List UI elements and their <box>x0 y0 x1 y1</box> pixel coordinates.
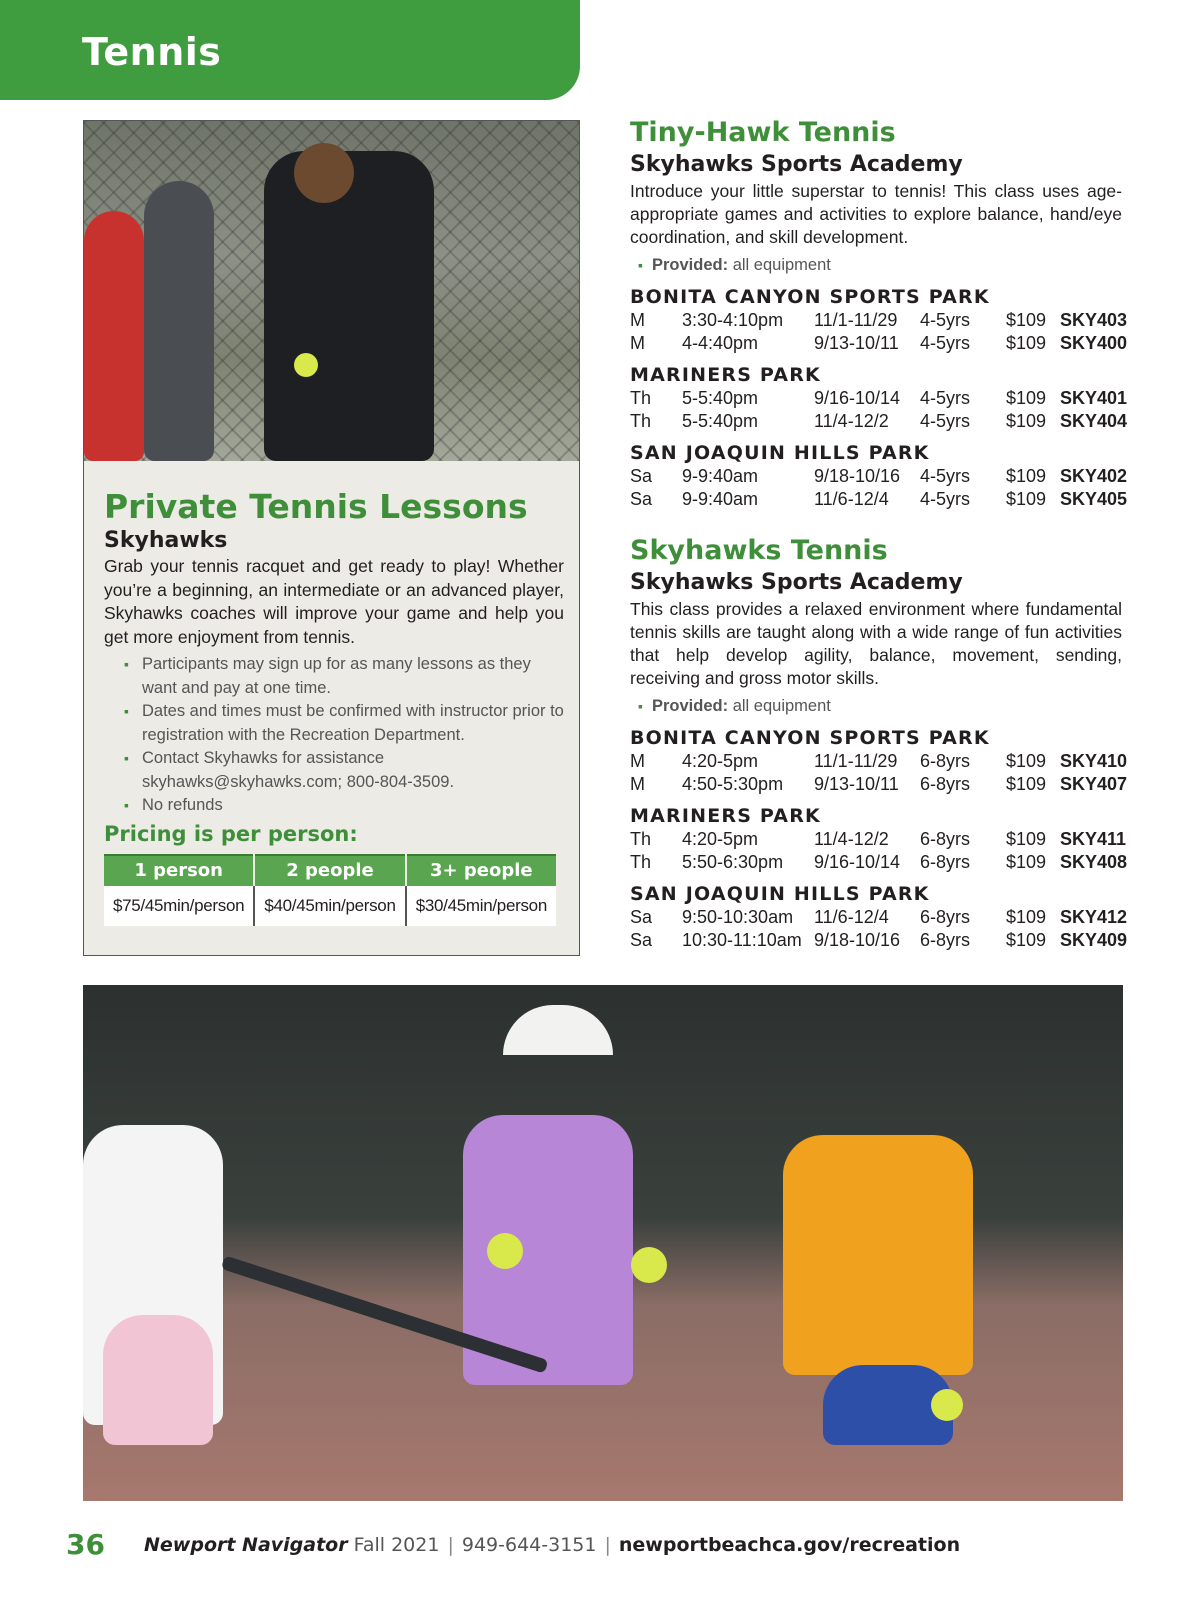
skyhawks-tennis-title: Skyhawks Tennis <box>630 535 888 566</box>
day: M <box>630 774 645 794</box>
table-row <box>630 410 1128 433</box>
time: 9:50-10:30am <box>682 907 794 927</box>
season: Fall 2021 <box>347 1534 440 1556</box>
table-row <box>630 906 1128 929</box>
age: 6-8yrs <box>920 751 971 771</box>
age: 4-5yrs <box>920 388 971 408</box>
list-item: ▪ Participants may sign up for as many lessons as they want and pay at one time. <box>104 653 564 700</box>
age: 4-5yrs <box>920 333 971 353</box>
park-name: MARINERS PARK <box>630 805 821 827</box>
age: 6-8yrs <box>920 774 971 794</box>
course-code: SKY403 <box>1060 310 1128 330</box>
fee: $109 <box>1006 774 1047 794</box>
time: 4-4:40pm <box>682 333 759 353</box>
private-lessons-provider: Skyhawks <box>104 528 228 553</box>
age: 4-5yrs <box>920 310 971 330</box>
website-link[interactable]: newportbeachca.gov/recreation <box>618 1534 961 1556</box>
fee: $109 <box>1006 333 1047 353</box>
dates: 9/18-10/16 <box>814 930 901 950</box>
skyhawks-tennis-provided: ▪ Provided: all equipment <box>630 694 1122 718</box>
table-row <box>630 309 1128 332</box>
pricing-header: 3+ people <box>406 855 556 886</box>
table-row <box>630 929 1128 952</box>
day: Sa <box>630 489 653 509</box>
dates: 9/16-10/14 <box>814 852 901 872</box>
table-row <box>630 851 1128 874</box>
tiny-hawk-description: Introduce your little superstar to tennis! This class uses age-appropriate games and activities to explore balance, hand/eye coordination, and skill development. <box>630 181 1122 247</box>
fee: $109 <box>1006 310 1047 330</box>
age: 4-5yrs <box>920 489 971 509</box>
list-item: ▪ No refunds <box>104 794 564 818</box>
dates: 11/6-12/4 <box>814 489 889 509</box>
day: Th <box>630 852 652 872</box>
dates: 9/18-10/16 <box>814 466 901 486</box>
age: 6-8yrs <box>920 907 971 927</box>
tiny-hawk-title: Tiny-Hawk Tennis <box>630 117 896 148</box>
day: Sa <box>630 907 653 927</box>
course-code: SKY401 <box>1060 388 1128 408</box>
dates: 11/1-11/29 <box>814 310 898 330</box>
park-name: SAN JOAQUIN HILLS PARK <box>630 442 930 464</box>
dates: 11/4-12/2 <box>814 411 889 431</box>
private-lessons-title: Private Tennis Lessons <box>104 487 528 526</box>
pricing-cell: $40/45min/person <box>254 886 405 926</box>
page-section-title: Tennis <box>82 30 222 74</box>
age: 4-5yrs <box>920 466 971 486</box>
footer <box>144 1534 960 1556</box>
publication-name: Newport Navigator <box>144 1534 348 1556</box>
private-lessons-box <box>83 120 580 956</box>
time: 4:20-5pm <box>682 829 759 849</box>
fee: $109 <box>1006 852 1047 872</box>
park-name: MARINERS PARK <box>630 364 821 386</box>
course-code: SKY404 <box>1060 411 1128 431</box>
course-code: SKY407 <box>1060 774 1128 794</box>
private-lessons-description: Grab your tennis racquet and get ready to play! Whether you’re a beginning, an intermediate or an advanced player, Skyhawks coaches will improve your game and help you get more enjoyment from tennis. <box>104 556 564 647</box>
tiny-hawk-provider: Skyhawks Sports Academy <box>630 152 963 177</box>
day: Sa <box>630 466 653 486</box>
day: Th <box>630 388 652 408</box>
page-number: 36 <box>66 1528 105 1561</box>
age: 6-8yrs <box>920 852 971 872</box>
skyhawks-tennis-schedule <box>630 726 1128 952</box>
fee: $109 <box>1006 466 1047 486</box>
private-lessons-bullets <box>104 653 564 818</box>
table-row <box>630 465 1128 488</box>
park-name: BONITA CANYON SPORTS PARK <box>630 727 990 749</box>
age: 6-8yrs <box>920 930 971 950</box>
day: M <box>630 751 645 771</box>
time: 3:30-4:10pm <box>682 310 784 330</box>
table-row <box>630 332 1128 355</box>
time: 9-9:40am <box>682 489 759 509</box>
footer-separator: | <box>604 1534 611 1556</box>
kids-tennis-photo <box>83 985 1123 1501</box>
course-code: SKY411 <box>1060 829 1127 849</box>
dates: 9/13-10/11 <box>814 333 899 353</box>
tiny-hawk-section <box>630 116 1128 511</box>
fee: $109 <box>1006 751 1047 771</box>
fee: $109 <box>1006 907 1047 927</box>
table-row <box>630 387 1128 410</box>
park-name: BONITA CANYON SPORTS PARK <box>630 286 990 308</box>
course-code: SKY402 <box>1060 466 1128 486</box>
pricing-table <box>104 854 556 926</box>
list-item: ▪ Contact Skyhawks for assistance skyhawks@skyhawks.com; 800-804-3509. <box>104 747 564 794</box>
course-code: SKY405 <box>1060 489 1128 509</box>
pricing-header: 1 person <box>104 855 254 886</box>
age: 6-8yrs <box>920 829 971 849</box>
course-code: SKY410 <box>1060 751 1128 771</box>
time: 5-5:40pm <box>682 388 759 408</box>
tiny-hawk-schedule <box>630 285 1128 511</box>
boy-tennis-photo <box>84 121 579 461</box>
time: 10:30-11:10am <box>682 930 802 950</box>
time: 5-5:40pm <box>682 411 759 431</box>
time: 5:50-6:30pm <box>682 852 784 872</box>
course-code: SKY409 <box>1060 930 1128 950</box>
skyhawks-tennis-section <box>630 534 1128 952</box>
fee: $109 <box>1006 829 1047 849</box>
dates: 9/16-10/14 <box>814 388 901 408</box>
day: Th <box>630 411 652 431</box>
age: 4-5yrs <box>920 411 971 431</box>
pricing-header: 2 people <box>254 855 405 886</box>
course-code: SKY400 <box>1060 333 1128 353</box>
phone-number: 949-644-3151 <box>461 1534 597 1556</box>
park-name: SAN JOAQUIN HILLS PARK <box>630 883 930 905</box>
skyhawks-tennis-description: This class provides a relaxed environment where fundamental tennis skills are taught along with a wide range of fun activities that help develop agility, balance, movement, sending, receiving and gross motor skills. <box>630 599 1122 688</box>
time: 4:50-5:30pm <box>682 774 784 794</box>
day: Th <box>630 829 652 849</box>
dates: 11/4-12/2 <box>814 829 889 849</box>
day: M <box>630 310 645 330</box>
time: 9-9:40am <box>682 466 759 486</box>
fee: $109 <box>1006 489 1047 509</box>
table-row <box>630 750 1128 773</box>
table-row <box>630 773 1128 796</box>
day: M <box>630 333 645 353</box>
dates: 9/13-10/11 <box>814 774 899 794</box>
dates: 11/6-12/4 <box>814 907 889 927</box>
course-code: SKY408 <box>1060 852 1128 872</box>
pricing-cell: $30/45min/person <box>406 886 556 926</box>
list-item: ▪ Dates and times must be confirmed with instructor prior to registration with the Recreation Department. <box>104 700 564 747</box>
tiny-hawk-provided: ▪ Provided: all equipment <box>630 253 1122 277</box>
time: 4:20-5pm <box>682 751 759 771</box>
day: Sa <box>630 930 653 950</box>
table-row <box>630 488 1128 511</box>
skyhawks-tennis-provider: Skyhawks Sports Academy <box>630 570 963 595</box>
fee: $109 <box>1006 411 1047 431</box>
table-row <box>630 828 1127 851</box>
pricing-title: Pricing is per person: <box>104 821 358 846</box>
pricing-cell: $75/45min/person <box>104 886 254 926</box>
fee: $109 <box>1006 930 1047 950</box>
course-code: SKY412 <box>1060 907 1128 927</box>
dates: 11/1-11/29 <box>814 751 898 771</box>
footer-separator: | <box>447 1534 454 1556</box>
fee: $109 <box>1006 388 1047 408</box>
